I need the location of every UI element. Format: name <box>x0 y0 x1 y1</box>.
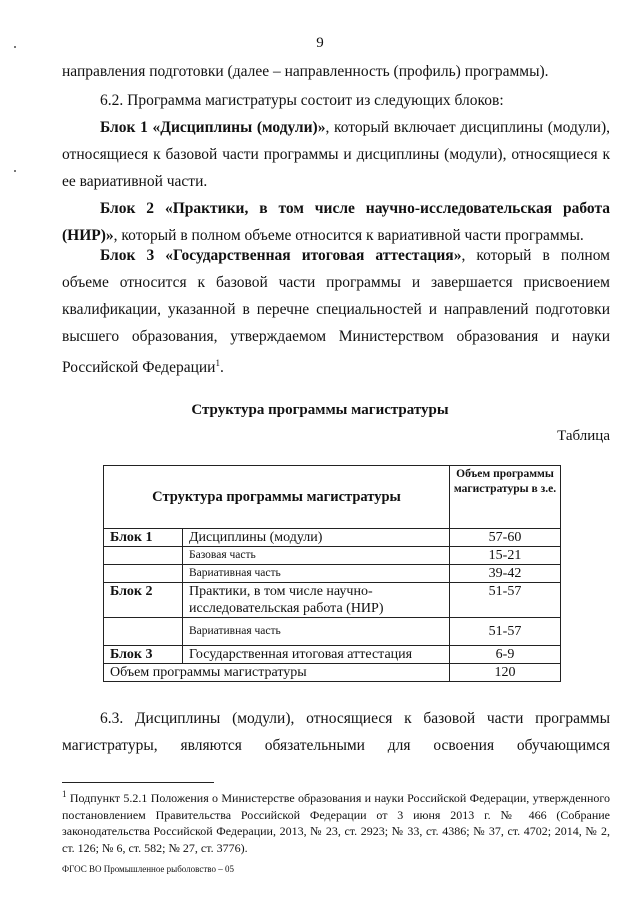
paragraph-block-1 <box>62 114 610 195</box>
table-row <box>104 547 561 565</box>
footnote-separator <box>62 782 214 783</box>
footnote-mark: 1 <box>62 789 67 799</box>
block-1-title: Блок 1 «Дисциплины (модули)» <box>100 119 326 136</box>
table-row <box>104 583 561 618</box>
table-label: Таблица <box>557 428 610 444</box>
name-cell: Государственная итоговая аттестация <box>183 646 450 664</box>
block-1-text: , который включает дисциплины (модули), относящиеся к базовой части программы и дисциплины (модули), относящиеся к ее вариативной части. <box>62 119 610 190</box>
paragraph-continuation: направления подготовки (далее – направленность (профиль) программы). <box>62 63 549 80</box>
table-header-row <box>104 466 561 529</box>
table-heading: Структура программы магистратуры <box>191 402 449 418</box>
footnote-reference: 1 <box>215 358 220 368</box>
value-cell: 51-57 <box>450 583 561 618</box>
block-cell <box>104 618 183 646</box>
paragraph-block-2 <box>62 195 610 249</box>
paragraph-6-3-line-1 <box>62 710 610 728</box>
value-cell: 39-42 <box>450 565 561 583</box>
table-row <box>104 618 561 646</box>
block-2-text: , который в полном объеме относится к вариативной части программы. <box>113 227 584 244</box>
block-cell: Блок 3 <box>104 646 183 664</box>
block-2-title: Блок 2 «Практики, в том числе научно-исследовательская работа (НИР)» <box>62 200 610 244</box>
block-cell: Блок 2 <box>104 583 183 618</box>
total-value-cell: 120 <box>450 664 561 682</box>
header-volume: Объем программы магистратуры в з.е. <box>450 466 561 529</box>
name-cell: Практики, в том числе научно-исследовательская работа (НИР) <box>183 583 450 618</box>
page-footer: ФГОС ВО Промышленное рыболовство – 05 <box>62 864 234 874</box>
value-cell: 6-9 <box>450 646 561 664</box>
value-cell: 15-21 <box>450 547 561 565</box>
header-structure: Структура программы магистратуры <box>104 466 450 529</box>
value-cell: 51-57 <box>450 618 561 646</box>
name-cell: Дисциплины (модули) <box>183 529 450 547</box>
total-label-cell: Объем программы магистратуры <box>104 664 450 682</box>
table-row <box>104 565 561 583</box>
name-cell: Вариативная часть <box>183 618 450 646</box>
block-3-text: , который в полном объеме относится к базовой части программы и завершается присвоением квалификации, указанной в перечне специальностей и направлений подготовки высшего образования, утверждаемом Министерством образования и науки Российской Федерации <box>62 247 610 377</box>
paragraph-6-3-text-1: 6.3. Дисциплины (модули), относящиеся к базовой части программы <box>100 710 610 727</box>
page-number: 9 <box>316 35 324 51</box>
block-cell <box>104 565 183 583</box>
value-cell: 57-60 <box>450 529 561 547</box>
program-structure-table <box>103 465 561 682</box>
footnote <box>62 786 610 856</box>
block-3-end: . <box>219 359 224 377</box>
name-cell: Вариативная часть <box>183 565 450 583</box>
block-3-title: Блок 3 «Государственная итоговая аттестация» <box>100 247 462 264</box>
paragraph-block-3 <box>62 242 610 381</box>
paragraph-6-3-line-2 <box>62 737 610 755</box>
footnote-text: Подпункт 5.2.1 Положения о Министерстве образования и науки Российской Федерации, утвержденного постановлением Правительства Российской Федерации от 3 июня 2013 г. № 466 (Собрание законодательства Российской Федерации, 2013, № 23, ст. 2923; № 33, ст. 4386; № 37, ст. 4702; 2014, № 2, ст. 126; № 6, ст. 582; № 27, ст. 3776). <box>62 791 610 855</box>
paragraph-6-3-text-2: магистратуры, являются обязательными для освоения обучающимся <box>62 737 610 754</box>
block-cell: Блок 1 <box>104 529 183 547</box>
block-cell <box>104 547 183 565</box>
table-total-row <box>104 664 561 682</box>
scan-speck <box>14 170 16 172</box>
name-cell: Базовая часть <box>183 547 450 565</box>
paragraph-6-2: 6.2. Программа магистратуры состоит из следующих блоков: <box>100 92 504 109</box>
table-row <box>104 646 561 664</box>
table-row <box>104 529 561 547</box>
